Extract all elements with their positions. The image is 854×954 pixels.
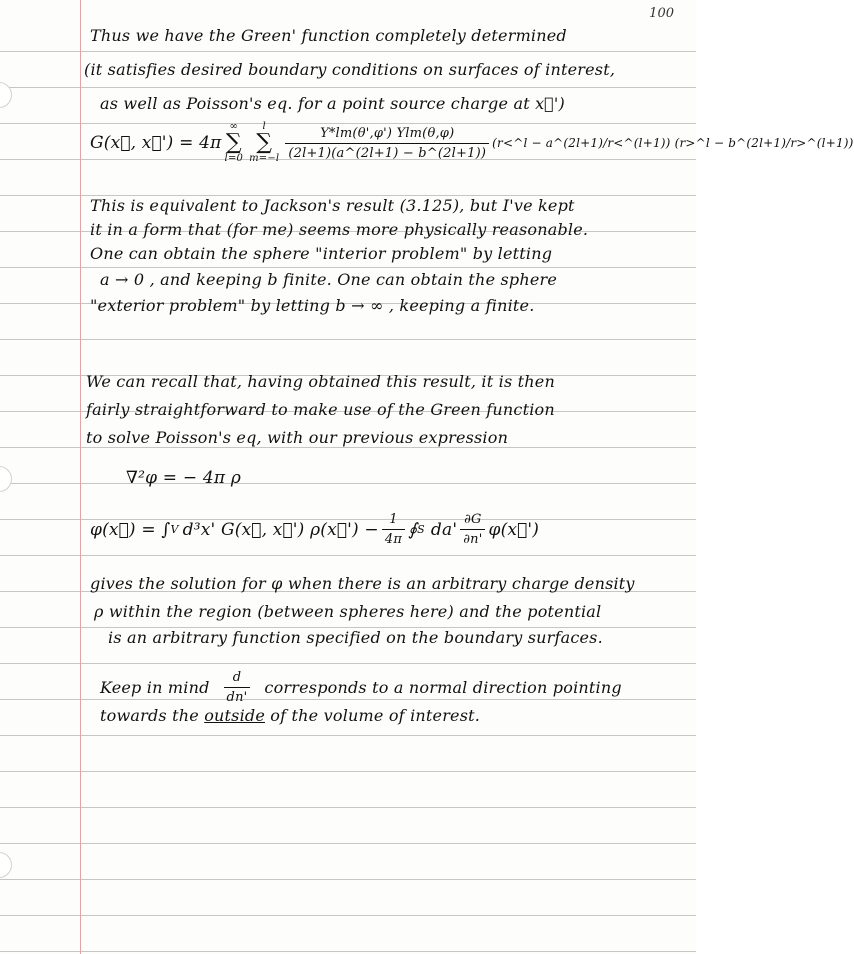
normal-derivative-fraction: $\frac{\partial G}{\partial n'}$ xyxy=(460,512,485,547)
text-line: One can obtain the sphere "interior problem" by letting xyxy=(90,244,553,263)
solution-equation xyxy=(90,512,539,547)
text-line: We can recall that, having obtained this result, it is then xyxy=(86,372,555,391)
text-line: it in a form that (for me) seems more physically reasonable. xyxy=(90,220,589,239)
binder-hole xyxy=(0,82,12,108)
radial-factor-outer: (r>^l − b^(2l+1)/r>^(l+1)) xyxy=(674,136,854,150)
equation-lhs: G(x⃗, x⃗') = 4π xyxy=(90,133,222,153)
green-function-equation xyxy=(90,122,854,164)
text-line: is an arbitrary function specified on the boundary surfaces. xyxy=(108,628,603,647)
text-line: towards the outside of the volume of interest. xyxy=(100,706,481,725)
text-line-with-derivative: Keep in mind $\frac{d}{dn'}$ corresponds to a normal direction pointing xyxy=(100,670,622,705)
text-line: Thus we have the Green' function completely determined xyxy=(90,26,567,45)
coefficient-fraction: $\frac{1}{4\pi}$ xyxy=(382,512,405,547)
text-line: gives the solution for φ when there is an arbitrary charge density xyxy=(90,574,635,593)
surface-integrand: da' xyxy=(430,519,458,540)
volume-subscript: V xyxy=(170,523,179,536)
radial-factor-inner: (r<^l − a^(2l+1)/r<^(l+1)) xyxy=(492,136,671,150)
binder-hole xyxy=(0,852,12,878)
surface-subscript: S xyxy=(417,523,425,536)
surface-potential: φ(x⃗') xyxy=(488,519,540,540)
text-line: to solve Poisson's eq, with our previous expression xyxy=(86,428,509,447)
sum-over-m: l ∑ m=−l xyxy=(249,121,280,164)
underlined-word: outside xyxy=(204,706,265,725)
page-number: 100 xyxy=(649,6,674,21)
sum-over-l: ∞ ∑ l=0 xyxy=(224,121,244,164)
text-line: This is equivalent to Jackson's result (3.125), but I've kept xyxy=(90,196,575,215)
text-line: as well as Poisson's eq. for a point source charge at x⃗') xyxy=(100,94,565,113)
text-line: fairly straightforward to make use of the Green function xyxy=(86,400,555,419)
volume-integrand: d³x' G(x⃗, x⃗') ρ(x⃗') − xyxy=(182,519,379,540)
solution-lhs: φ(x⃗) = ∫ xyxy=(90,519,171,540)
text-line: "exterior problem" by letting b → ∞ , keeping a finite. xyxy=(90,296,535,315)
margin-line xyxy=(80,0,81,954)
surface-integral-sign: ∮ xyxy=(408,519,418,540)
text-line: ρ within the region (between spheres here) and the potential xyxy=(94,602,602,621)
text-line: (it satisfies desired boundary conditions on surfaces of interest, xyxy=(84,60,616,79)
poisson-equation: ∇²φ = − 4π ρ xyxy=(126,468,242,488)
text-line: a → 0 , and keeping b finite. One can obtain the sphere xyxy=(100,270,558,289)
derivative-fraction: $\frac{d}{dn'}$ xyxy=(224,670,251,705)
binder-hole xyxy=(0,466,12,492)
harmonic-fraction: $\frac{\text{Y*lm(θ',φ') Ylm(θ,φ)}}{(2l+1)(a\^{}(2l+1) - b\^{}(2l+1))}$ xyxy=(285,126,489,161)
